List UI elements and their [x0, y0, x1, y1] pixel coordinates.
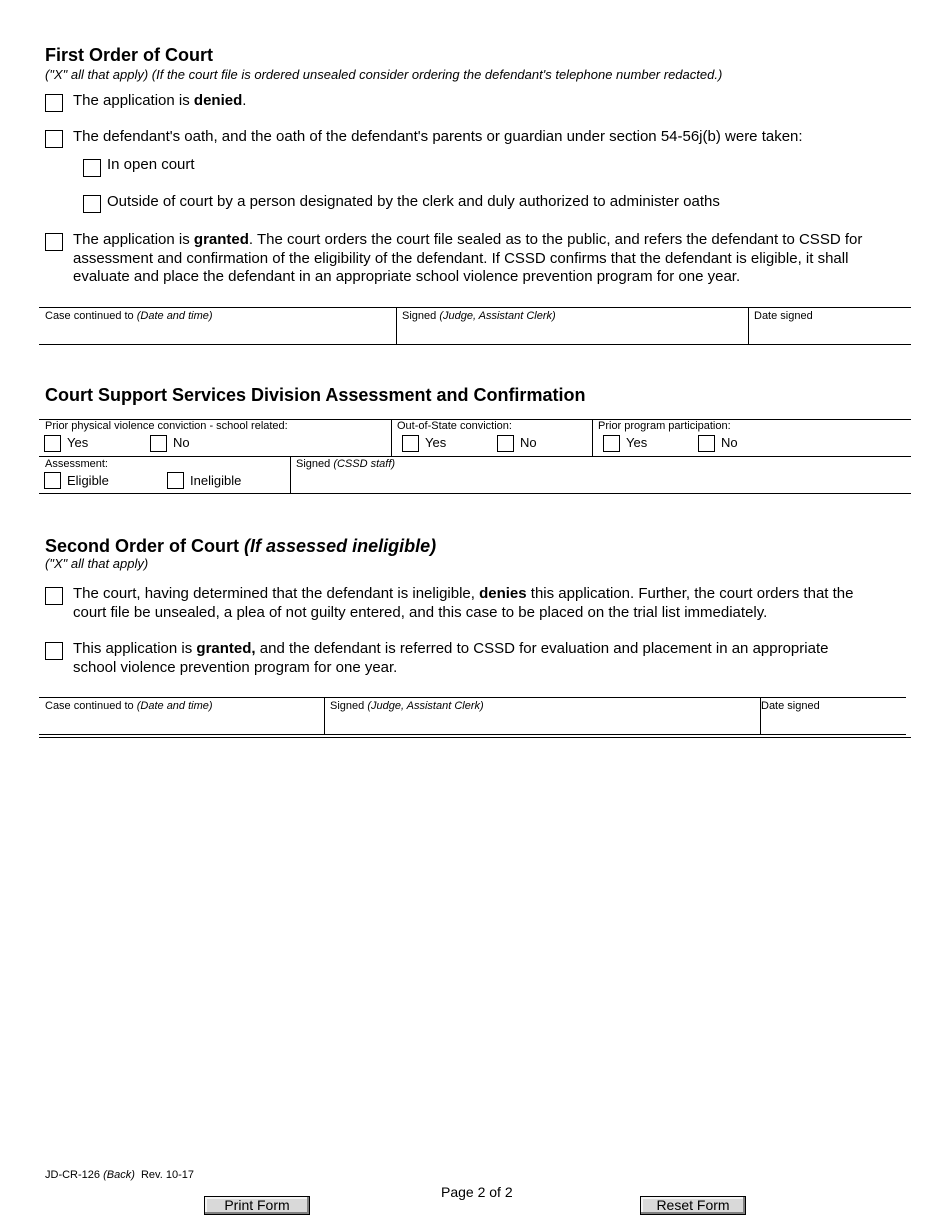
- second-denies-checkbox[interactable]: [45, 587, 63, 605]
- prior-violence-no-label: No: [173, 435, 190, 450]
- cssd-divider: [592, 419, 593, 457]
- prior-program-yes-checkbox[interactable]: [603, 435, 620, 452]
- cssd-mid-border: [39, 456, 911, 457]
- row-top-border: [39, 307, 911, 308]
- cssd-signed-field[interactable]: Signed (CSSD staff): [296, 458, 396, 470]
- prior-program-no-checkbox[interactable]: [698, 435, 715, 452]
- oath-option-text: The defendant's oath, and the oath of the defendant's parents or guardian under section 54-56j(b) were taken:: [73, 128, 803, 145]
- oath-checkbox[interactable]: [45, 130, 63, 148]
- granted-option-text: The application is granted. The court orders the court file sealed as to the public, and refers the defendant to CSSD for assessment and confirmation of the eligibility of the defendant. If CSSD confirms that the defendant is eligible, it shall evaluate and place the defendant in an appropriate school violence prevention program for one year.: [73, 231, 863, 285]
- row-divider: [396, 307, 397, 345]
- granted-checkbox[interactable]: [45, 233, 63, 251]
- oath-open-court-checkbox[interactable]: [83, 159, 101, 177]
- cssd-divider: [290, 456, 291, 494]
- row-bottom-border: [39, 344, 911, 345]
- row-top-border: [39, 697, 906, 698]
- out-of-state-yes-checkbox[interactable]: [402, 435, 419, 452]
- out-of-state-no-label: No: [520, 435, 537, 450]
- print-form-button[interactable]: Print Form: [204, 1196, 310, 1215]
- denied-checkbox[interactable]: [45, 94, 63, 112]
- oath-open-court-text: In open court: [107, 156, 195, 173]
- second-granted-text: This application is granted, and the defendant is referred to CSSD for evaluation and placement in an appropriate school violence prevention program for one year.: [73, 640, 829, 676]
- second-granted-checkbox[interactable]: [45, 642, 63, 660]
- reset-form-button[interactable]: Reset Form: [640, 1196, 746, 1215]
- second-denies-text: The court, having determined that the defendant is ineligible, denies this application. Further, the court orders that the court file be unsealed, a plea of not guilty entered, and this case to be placed on the trial list immediately.: [73, 585, 854, 621]
- out-of-state-no-checkbox[interactable]: [497, 435, 514, 452]
- first-order-heading: First Order of Court: [45, 45, 214, 65]
- ineligible-label: Ineligible: [190, 473, 242, 488]
- prior-violence-yes-label: Yes: [67, 435, 89, 450]
- assessment-label: Assessment:: [45, 458, 108, 470]
- prior-violence-no-checkbox[interactable]: [150, 435, 167, 452]
- eligible-checkbox[interactable]: [44, 472, 61, 489]
- second-order-heading: Second Order of Court (If assessed ineligible): [45, 536, 437, 556]
- row-divider: [748, 307, 749, 345]
- page-number: Page 2 of 2: [441, 1184, 513, 1200]
- row-divider: [324, 697, 325, 735]
- out-of-state-yes-label: Yes: [425, 435, 447, 450]
- prior-violence-yes-checkbox[interactable]: [44, 435, 61, 452]
- case-continued-field[interactable]: Case continued to (Date and time): [45, 310, 213, 322]
- cssd-bottom-border: [39, 493, 911, 494]
- form-id: JD-CR-126 (Back) Rev. 10-17: [45, 1169, 194, 1181]
- second-judge-signed-field[interactable]: Signed (Judge, Assistant Clerk): [330, 700, 484, 712]
- row-double-border: [39, 737, 911, 738]
- second-order-instruction: ("X" all that apply): [45, 556, 149, 571]
- second-case-continued-field[interactable]: Case continued to (Date and time): [45, 700, 213, 712]
- cssd-divider: [391, 419, 392, 457]
- oath-outside-court-checkbox[interactable]: [83, 195, 101, 213]
- eligible-label: Eligible: [67, 473, 109, 488]
- cssd-heading: Court Support Services Division Assessment and Confirmation: [45, 385, 586, 405]
- prior-violence-label: Prior physical violence conviction - school related:: [45, 420, 288, 432]
- out-of-state-label: Out-of-State conviction:: [397, 420, 512, 432]
- row-bottom-border: [39, 734, 906, 735]
- denied-option-text: The application is denied.: [73, 92, 247, 109]
- second-date-signed-field[interactable]: Date signed: [761, 700, 820, 712]
- prior-program-no-label: No: [721, 435, 738, 450]
- date-signed-field[interactable]: Date signed: [754, 310, 813, 322]
- oath-outside-court-text: Outside of court by a person designated by the clerk and duly authorized to administer oaths: [107, 193, 720, 210]
- prior-program-label: Prior program participation:: [598, 420, 731, 432]
- ineligible-checkbox[interactable]: [167, 472, 184, 489]
- judge-signed-field[interactable]: Signed (Judge, Assistant Clerk): [402, 310, 556, 322]
- first-order-instruction: ("X" all that apply) (If the court file is ordered unsealed consider ordering the defendant's telephone number redacted.): [45, 67, 723, 82]
- prior-program-yes-label: Yes: [626, 435, 648, 450]
